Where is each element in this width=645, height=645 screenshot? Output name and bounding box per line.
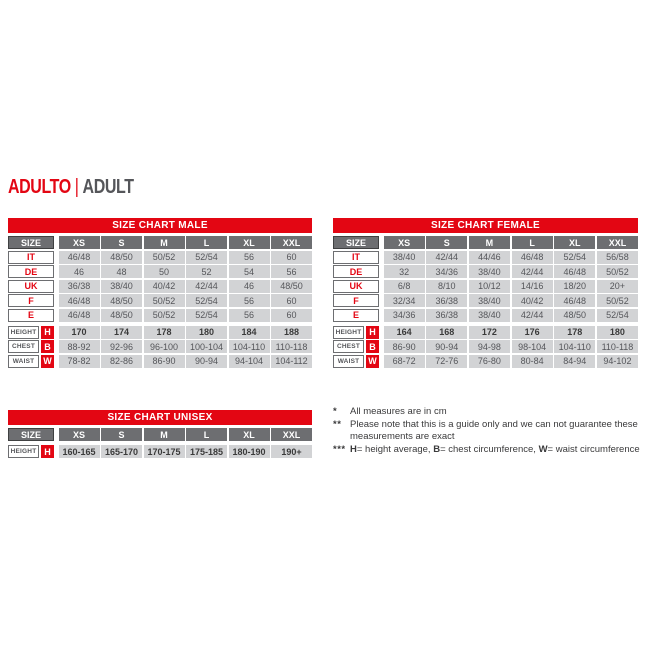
size-value-cell: 48/50 [101, 294, 142, 307]
size-system-values [59, 294, 313, 307]
measure-row [8, 355, 312, 368]
size-chart-female-table [333, 218, 638, 368]
size-value-cell: 48/50 [101, 309, 142, 322]
column-header-cell: XXL [271, 236, 312, 249]
size-system-label: IT [333, 251, 379, 264]
measure-value-cell: 170-175 [144, 445, 185, 458]
footnote-line [333, 406, 641, 418]
column-header-cells [59, 236, 313, 249]
size-value-cell: 56 [229, 309, 270, 322]
measure-value-cell: 94-98 [469, 340, 510, 353]
size-value-cell: 38/40 [469, 294, 510, 307]
size-system-label: E [333, 309, 379, 322]
footnote-marker: * [333, 406, 338, 417]
measure-label-area [333, 355, 379, 368]
measure-value-cell: 165-170 [101, 445, 142, 458]
size-header-cell: SIZE [333, 236, 379, 249]
measure-value-cell: 170 [59, 326, 100, 339]
measure-values [59, 340, 313, 353]
measure-label: WAIST [333, 355, 364, 368]
column-header-cell: L [512, 236, 553, 249]
size-value-cell: 52/54 [554, 251, 595, 264]
size-value-cell: 32 [384, 265, 425, 278]
measure-value-cell: 164 [384, 326, 425, 339]
measure-label: WAIST [8, 355, 39, 368]
size-system-label-area [8, 265, 54, 278]
size-value-cell: 48 [101, 265, 142, 278]
column-header-cell: M [144, 428, 185, 441]
size-value-cell: 38/40 [469, 309, 510, 322]
size-value-cell: 10/12 [469, 280, 510, 293]
measure-value-cell: 104-110 [554, 340, 595, 353]
measure-value-cell: 104-112 [271, 355, 312, 368]
size-system-values [59, 280, 313, 293]
measure-letter-badge: W [41, 355, 54, 368]
column-header-cell: XL [229, 236, 270, 249]
size-value-cell: 38/40 [101, 280, 142, 293]
column-header-cell: L [186, 428, 227, 441]
measure-label-area [8, 445, 54, 458]
measure-values [59, 326, 313, 339]
measure-label: CHEST [333, 340, 364, 353]
column-header-cell: XL [229, 428, 270, 441]
footnote-text: All measures are in cm [350, 406, 447, 417]
size-system-label: IT [8, 251, 54, 264]
table-title: SIZE CHART FEMALE [333, 218, 638, 233]
page-title-secondary: ADULT [82, 176, 134, 198]
page-title-primary: ADULTO [8, 176, 71, 198]
measure-values [59, 445, 313, 458]
page-title [8, 176, 134, 198]
measure-value-cell: 86-90 [144, 355, 185, 368]
size-value-cell: 32/34 [384, 294, 425, 307]
size-system-label-area [8, 280, 54, 293]
size-header-cell: SIZE [8, 236, 54, 249]
measure-value-cell: 92-96 [101, 340, 142, 353]
measure-value-cell: 78-82 [59, 355, 100, 368]
size-system-label: F [8, 294, 54, 307]
footnote-text: Please note that this is a guide only and we can not guarantee these measurements are exact [350, 419, 638, 442]
measure-letter-badge: B [41, 340, 54, 353]
size-value-cell: 6/8 [384, 280, 425, 293]
size-value-cell: 8/10 [426, 280, 467, 293]
size-system-values [384, 294, 639, 307]
measure-label-area [8, 340, 54, 353]
measure-value-cell: 160-165 [59, 445, 100, 458]
size-value-cell: 52/54 [186, 294, 227, 307]
footnote-text: H= height average, B= chest circumference, W= waist circumference [350, 444, 640, 455]
size-value-cell: 48/50 [271, 280, 312, 293]
measure-value-cell: 178 [554, 326, 595, 339]
size-system-label: UK [8, 280, 54, 293]
footnote-bold-term: W [538, 444, 548, 455]
table-title: SIZE CHART MALE [8, 218, 312, 233]
column-header-cell: S [101, 236, 142, 249]
size-system-values [384, 280, 639, 293]
measure-letter-badge: H [366, 326, 379, 339]
size-value-cell: 60 [271, 251, 312, 264]
measure-value-cell: 176 [512, 326, 553, 339]
size-value-cell: 18/20 [554, 280, 595, 293]
size-value-cell: 40/42 [144, 280, 185, 293]
size-value-cell: 52 [186, 265, 227, 278]
size-system-values [384, 265, 639, 278]
measure-letter-badge: B [366, 340, 379, 353]
size-value-cell: 36/38 [426, 309, 467, 322]
size-value-cell: 46/48 [59, 251, 100, 264]
measure-value-cell: 104-110 [229, 340, 270, 353]
size-value-cell: 36/38 [59, 280, 100, 293]
size-value-cell: 56 [229, 251, 270, 264]
size-system-row [8, 251, 312, 264]
size-value-cell: 44/46 [469, 251, 510, 264]
size-chart-unisex-table [8, 410, 312, 458]
measure-label-area [333, 340, 379, 353]
size-value-cell: 52/54 [186, 251, 227, 264]
measure-letter-badge: H [41, 326, 54, 339]
size-system-row [333, 251, 638, 264]
measure-value-cell: 76-80 [469, 355, 510, 368]
column-header-cell: XS [59, 428, 100, 441]
measure-value-cell: 180 [186, 326, 227, 339]
size-value-cell: 46 [229, 280, 270, 293]
measure-value-cell: 86-90 [384, 340, 425, 353]
measure-value-cell: 190+ [271, 445, 312, 458]
measure-value-cell: 94-104 [229, 355, 270, 368]
size-value-cell: 48/50 [101, 251, 142, 264]
size-value-cell: 46/48 [59, 294, 100, 307]
column-header-cell: M [144, 236, 185, 249]
column-header-cell: XL [554, 236, 595, 249]
size-value-cell: 50/52 [144, 251, 185, 264]
size-value-cell: 54 [229, 265, 270, 278]
size-header-area [8, 236, 54, 249]
measure-value-cell: 90-94 [186, 355, 227, 368]
column-header-cell: XXL [271, 428, 312, 441]
size-value-cell: 50/52 [597, 294, 638, 307]
measure-value-cell: 98-104 [512, 340, 553, 353]
measure-value-cell: 94-102 [597, 355, 638, 368]
measure-value-cell: 168 [426, 326, 467, 339]
size-system-label: F [333, 294, 379, 307]
measure-label-area [333, 326, 379, 339]
measure-value-cell: 72-76 [426, 355, 467, 368]
footnote-line [333, 419, 641, 443]
size-value-cell: 48/50 [554, 309, 595, 322]
size-system-row [333, 280, 638, 293]
size-system-label: DE [333, 265, 379, 278]
measure-value-cell: 172 [469, 326, 510, 339]
size-value-cell: 34/36 [384, 309, 425, 322]
column-header-cell: S [101, 428, 142, 441]
measure-values [384, 340, 639, 353]
size-value-cell: 52/54 [597, 309, 638, 322]
measure-label: HEIGHT [8, 326, 39, 339]
measure-value-cell: 88-92 [59, 340, 100, 353]
size-system-values [384, 309, 639, 322]
measure-value-cell: 110-118 [597, 340, 638, 353]
size-value-cell: 42/44 [512, 309, 553, 322]
measure-row [8, 445, 312, 458]
measure-label: HEIGHT [333, 326, 364, 339]
size-value-cell: 46/48 [59, 309, 100, 322]
measure-row [333, 355, 638, 368]
size-system-values [59, 309, 313, 322]
measure-row [8, 326, 312, 339]
size-system-row [8, 309, 312, 322]
size-value-cell: 14/16 [512, 280, 553, 293]
measure-value-cell: 68-72 [384, 355, 425, 368]
size-system-values [59, 265, 313, 278]
size-value-cell: 46 [59, 265, 100, 278]
size-value-cell: 50/52 [144, 294, 185, 307]
size-value-cell: 42/44 [512, 265, 553, 278]
size-system-row [333, 265, 638, 278]
size-system-values [59, 251, 313, 264]
size-system-label: DE [8, 265, 54, 278]
measure-letter-badge: H [41, 445, 54, 458]
size-value-cell: 36/38 [426, 294, 467, 307]
column-header-row [8, 428, 312, 441]
size-system-row [8, 265, 312, 278]
measure-value-cell: 175-185 [186, 445, 227, 458]
size-value-cell: 50 [144, 265, 185, 278]
size-value-cell: 20+ [597, 280, 638, 293]
size-system-row [8, 280, 312, 293]
footnote-bold-term: B [433, 444, 441, 455]
column-header-cell: L [186, 236, 227, 249]
size-value-cell: 38/40 [384, 251, 425, 264]
size-header-area [333, 236, 379, 249]
footnote-bold-term: H [350, 444, 357, 455]
size-value-cell: 60 [271, 294, 312, 307]
column-header-cell: M [469, 236, 510, 249]
measure-value-cell: 188 [271, 326, 312, 339]
size-value-cell: 42/44 [186, 280, 227, 293]
measure-value-cell: 178 [144, 326, 185, 339]
measure-letter-badge: W [366, 355, 379, 368]
measure-row [333, 340, 638, 353]
measure-values [384, 355, 639, 368]
measure-label: HEIGHT [8, 445, 39, 458]
size-header-area [8, 428, 54, 441]
size-system-label-area [333, 280, 379, 293]
size-value-cell: 56 [271, 265, 312, 278]
size-value-cell: 52/54 [186, 309, 227, 322]
measure-value-cell: 180 [597, 326, 638, 339]
size-system-label-area [8, 294, 54, 307]
size-system-row [8, 294, 312, 307]
measure-label-area [8, 355, 54, 368]
footnote-marker: ** [333, 419, 342, 430]
measure-label: CHEST [8, 340, 39, 353]
table-title: SIZE CHART UNISEX [8, 410, 312, 425]
column-header-cell: XXL [597, 236, 638, 249]
size-value-cell: 46/48 [554, 265, 595, 278]
size-value-cell: 46/48 [512, 251, 553, 264]
column-header-row [333, 236, 638, 249]
measure-values [59, 355, 313, 368]
column-header-cell: S [426, 236, 467, 249]
size-value-cell: 46/48 [554, 294, 595, 307]
size-value-cell: 34/36 [426, 265, 467, 278]
page-title-separator: | [74, 176, 79, 198]
measure-value-cell: 80-84 [512, 355, 553, 368]
measure-value-cell: 100-104 [186, 340, 227, 353]
size-value-cell: 56/58 [597, 251, 638, 264]
size-system-label-area [333, 251, 379, 264]
footnote-line [333, 444, 641, 456]
size-value-cell: 42/44 [426, 251, 467, 264]
size-chart-male-table [8, 218, 312, 368]
size-system-label: E [8, 309, 54, 322]
column-header-cells [384, 236, 639, 249]
measure-value-cell: 90-94 [426, 340, 467, 353]
size-system-label-area [333, 294, 379, 307]
size-value-cell: 40/42 [512, 294, 553, 307]
measure-value-cell: 96-100 [144, 340, 185, 353]
measure-value-cell: 84-94 [554, 355, 595, 368]
size-header-cell: SIZE [8, 428, 54, 441]
measure-values [384, 326, 639, 339]
column-header-cell: XS [59, 236, 100, 249]
size-system-label-area [333, 309, 379, 322]
size-value-cell: 38/40 [469, 265, 510, 278]
size-system-values [384, 251, 639, 264]
footnotes [333, 406, 641, 457]
size-value-cell: 60 [271, 309, 312, 322]
size-system-row [333, 294, 638, 307]
size-system-label-area [8, 309, 54, 322]
column-header-cells [59, 428, 313, 441]
size-value-cell: 50/52 [597, 265, 638, 278]
measure-value-cell: 180-190 [229, 445, 270, 458]
measure-value-cell: 82-86 [101, 355, 142, 368]
column-header-row [8, 236, 312, 249]
measure-value-cell: 184 [229, 326, 270, 339]
size-system-label: UK [333, 280, 379, 293]
size-system-label-area [333, 265, 379, 278]
measure-row [8, 340, 312, 353]
measure-label-area [8, 326, 54, 339]
measure-row [333, 326, 638, 339]
size-system-row [333, 309, 638, 322]
size-system-label-area [8, 251, 54, 264]
column-header-cell: XS [384, 236, 425, 249]
size-value-cell: 50/52 [144, 309, 185, 322]
footnote-marker: *** [333, 444, 346, 455]
size-value-cell: 56 [229, 294, 270, 307]
measure-value-cell: 110-118 [271, 340, 312, 353]
measure-value-cell: 174 [101, 326, 142, 339]
